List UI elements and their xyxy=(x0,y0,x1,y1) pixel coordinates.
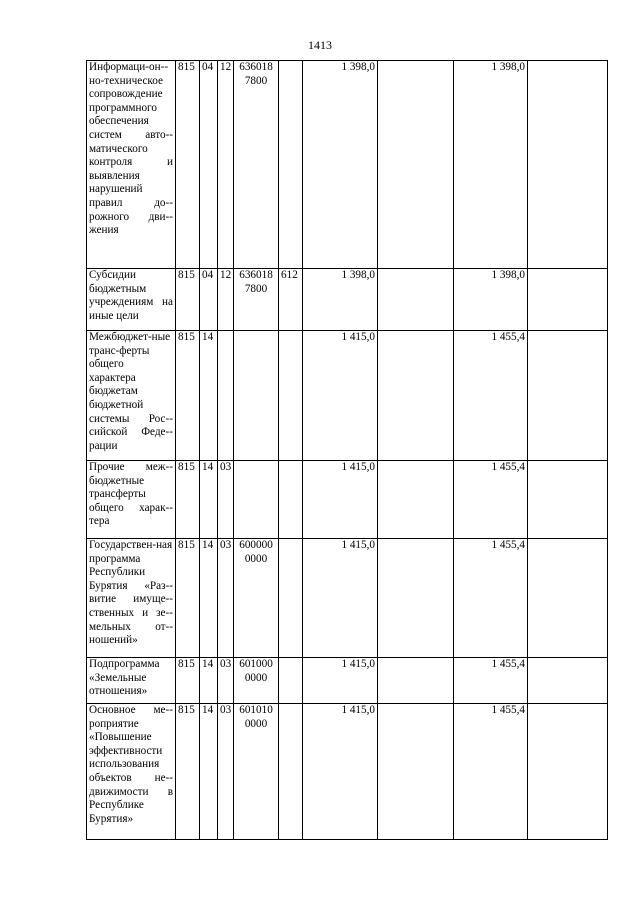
budget-table xyxy=(86,60,608,840)
table-row xyxy=(87,61,608,269)
gr-code-cell: 815 xyxy=(176,461,200,539)
rz-code-cell: 04 xyxy=(200,269,218,331)
csr-code-cell xyxy=(234,461,279,539)
pr-code-cell: 03 xyxy=(218,539,234,658)
amount-cell-2 xyxy=(378,61,454,269)
rz-code-cell: 14 xyxy=(200,704,218,840)
rz-code-cell: 04 xyxy=(200,61,218,269)
csr-code-cell: 636018 7800 xyxy=(234,61,279,269)
amount-cell-3: 1 455,4 xyxy=(454,331,528,461)
row-name-cell: Межбюджет-ные транс-ферты общего характера бюджетам бюджетной системы Рос-сийской Феде-рации xyxy=(87,331,176,461)
rz-code-cell: 14 xyxy=(200,658,218,704)
vr-code-cell xyxy=(279,704,303,840)
amount-cell-4 xyxy=(528,461,608,539)
rz-code-cell: 14 xyxy=(200,461,218,539)
csr-code-cell xyxy=(234,331,279,461)
row-name-cell: Основное ме-роприятие «Повышение эффективности использования объектов не-движимости в Республике Бурятия» xyxy=(87,704,176,840)
amount-cell-3: 1 455,4 xyxy=(454,539,528,658)
gr-code-cell: 815 xyxy=(176,269,200,331)
csr-code-cell: 601010 0000 xyxy=(234,704,279,840)
row-name-cell: Прочие меж-бюджетные трансферты общего харак-тера xyxy=(87,461,176,539)
table-row xyxy=(87,658,608,704)
amount-cell-4 xyxy=(528,704,608,840)
amount-cell-3: 1 398,0 xyxy=(454,269,528,331)
row-name-cell: Государствен-ная программа Республики Бурятия «Раз-витие имуще-ственных и зе-мельных от-ношений» xyxy=(87,539,176,658)
amount-cell-1: 1 415,0 xyxy=(303,704,378,840)
csr-code-cell: 636018 7800 xyxy=(234,269,279,331)
amount-cell-4 xyxy=(528,61,608,269)
gr-code-cell: 815 xyxy=(176,658,200,704)
vr-code-cell: 612 xyxy=(279,269,303,331)
table-row xyxy=(87,461,608,539)
table-row xyxy=(87,704,608,840)
amount-cell-1: 1 415,0 xyxy=(303,539,378,658)
vr-code-cell xyxy=(279,331,303,461)
amount-cell-1: 1 415,0 xyxy=(303,658,378,704)
csr-code-cell: 600000 0000 xyxy=(234,539,279,658)
amount-cell-3: 1 455,4 xyxy=(454,658,528,704)
amount-cell-1: 1 398,0 xyxy=(303,269,378,331)
table-row xyxy=(87,269,608,331)
vr-code-cell xyxy=(279,61,303,269)
amount-cell-4 xyxy=(528,331,608,461)
vr-code-cell xyxy=(279,658,303,704)
pr-code-cell: 12 xyxy=(218,61,234,269)
page-number: 1413 xyxy=(308,38,332,52)
vr-code-cell xyxy=(279,539,303,658)
amount-cell-3: 1 398,0 xyxy=(454,61,528,269)
pr-code-cell xyxy=(218,331,234,461)
amount-cell-2 xyxy=(378,704,454,840)
amount-cell-4 xyxy=(528,658,608,704)
amount-cell-4 xyxy=(528,269,608,331)
gr-code-cell: 815 xyxy=(176,704,200,840)
vr-code-cell xyxy=(279,461,303,539)
row-name-cell: Информаци-он-но-техническое сопровождение программного обеспечения систем авто-матического контроля и выявления нарушений правил до-рожного дви-жения xyxy=(87,61,176,269)
amount-cell-1: 1 415,0 xyxy=(303,461,378,539)
row-name-cell: Субсидии бюджетным учреждениям на иные цели xyxy=(87,269,176,331)
gr-code-cell: 815 xyxy=(176,61,200,269)
amount-cell-1: 1 415,0 xyxy=(303,331,378,461)
pr-code-cell: 12 xyxy=(218,269,234,331)
amount-cell-2 xyxy=(378,539,454,658)
amount-cell-1: 1 398,0 xyxy=(303,61,378,269)
amount-cell-4 xyxy=(528,539,608,658)
pr-code-cell: 03 xyxy=(218,461,234,539)
pr-code-cell: 03 xyxy=(218,704,234,840)
amount-cell-2 xyxy=(378,331,454,461)
rz-code-cell: 14 xyxy=(200,539,218,658)
table-row xyxy=(87,331,608,461)
pr-code-cell: 03 xyxy=(218,658,234,704)
table-row xyxy=(87,539,608,658)
amount-cell-3: 1 455,4 xyxy=(454,461,528,539)
rz-code-cell: 14 xyxy=(200,331,218,461)
amount-cell-3: 1 455,4 xyxy=(454,704,528,840)
amount-cell-2 xyxy=(378,658,454,704)
gr-code-cell: 815 xyxy=(176,331,200,461)
gr-code-cell: 815 xyxy=(176,539,200,658)
row-name-cell: Подпрограмма «Земельные отношения» xyxy=(87,658,176,704)
amount-cell-2 xyxy=(378,269,454,331)
amount-cell-2 xyxy=(378,461,454,539)
csr-code-cell: 601000 0000 xyxy=(234,658,279,704)
